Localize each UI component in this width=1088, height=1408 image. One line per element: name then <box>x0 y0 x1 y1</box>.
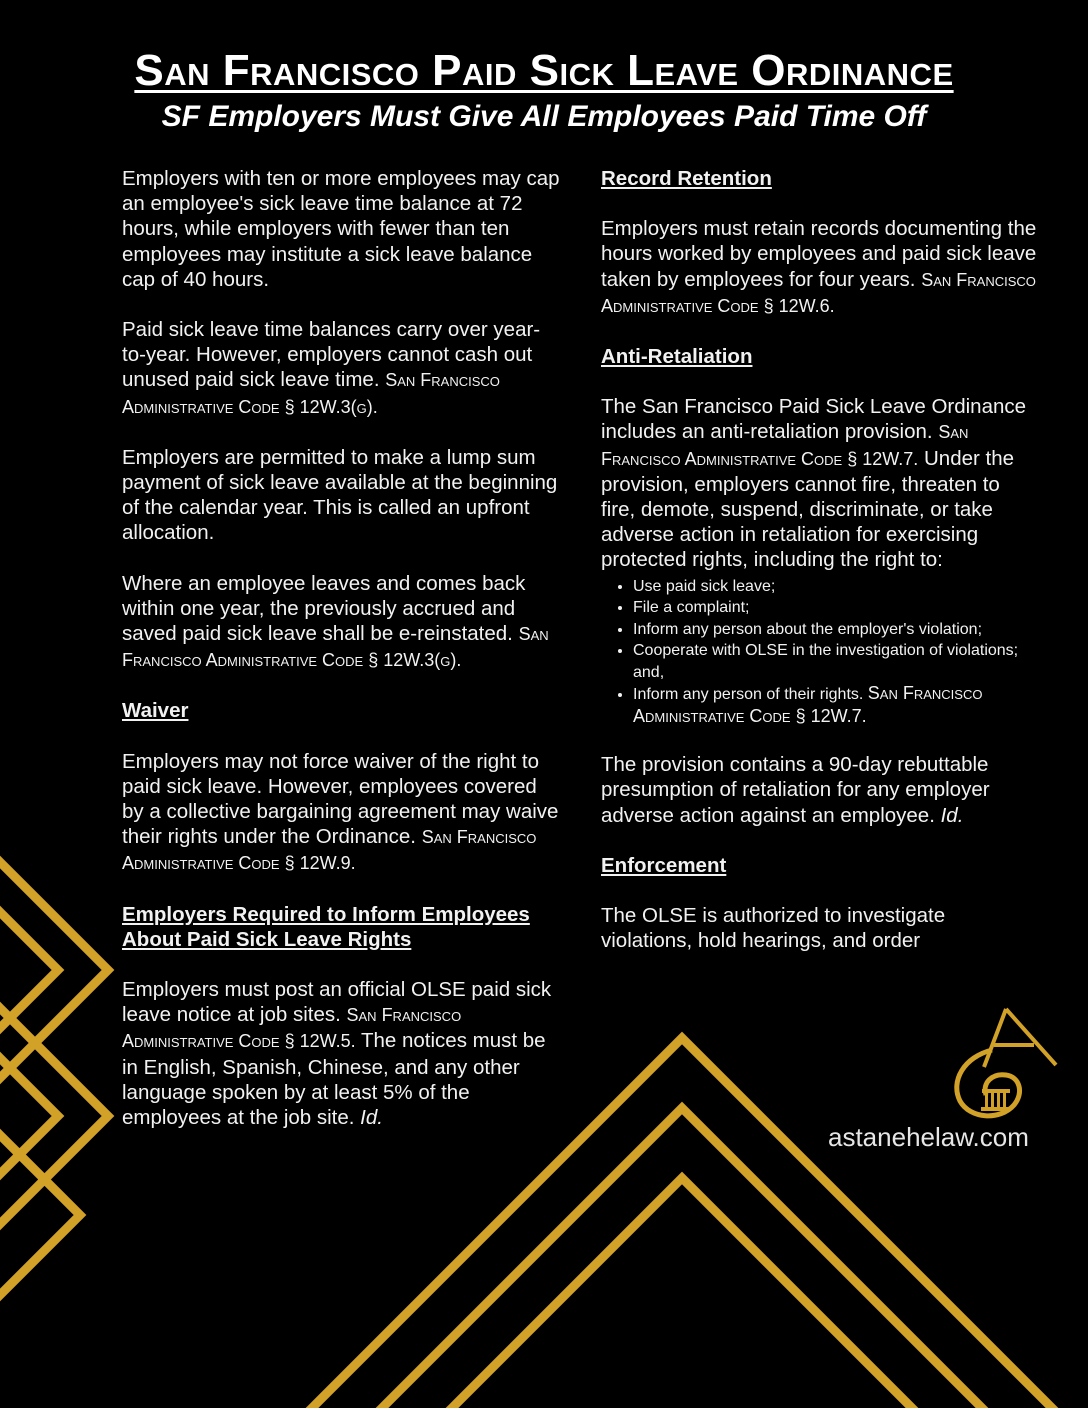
enforcement-paragraph: The OLSE is authorized to investigate violations, hold hearings, and order <box>601 903 946 953</box>
presumption-paragraph: The provision contains a 90-day rebuttable presumption of retaliation for any employer adverse action against an employee. Id. <box>601 753 990 827</box>
citation: San Francisco Administrative Code § 12W.6. <box>601 269 1036 316</box>
page-title: San Francisco Paid Sick Leave Ordinance <box>134 46 954 95</box>
anti-retaliation-paragraph: The San Francisco Paid Sick Leave Ordinance includes an anti-retaliation provision. San Francisco Administrative Code § 12W.7. Under the provision, employers cannot fire, threaten to fire, demote, suspend, discriminate, or take adverse action in retaliation for exercising protected rights, including the right to: <box>601 395 1027 572</box>
upfront-paragraph: Employers are permitted to make a lump sum payment of sick leave available at the beginning of the calendar year. This is called an upfront allocation. <box>122 445 558 545</box>
citation: San Francisco Administrative Code § 12W.7. <box>601 422 969 469</box>
record-retention-heading: Record Retention <box>601 167 772 190</box>
list-item: • Use paid sick leave; <box>633 576 1039 598</box>
cap-paragraph: Employers with ten or more employees may cap an employee's sick leave time balance at 72 hours, while employers with fewer than ten employees may institute a sick leave balance cap of 40 hours. <box>122 167 560 291</box>
citation: San Francisco Administrative Code § 12W.5. <box>122 1005 462 1052</box>
list-item: • Cooperate with OLSE in the investigation of violations; and, <box>633 640 1039 683</box>
reinstatement-paragraph: Where an employee leaves and comes back within one year, the previously accrued and saved paid sick leave shall be e-reinstated. San Francisco Administrative Code § 12W.3(g). <box>122 571 549 671</box>
carryover-paragraph: Paid sick leave time balances carry over year-to-year. However, employers cannot cash out unused paid sick leave time. San Francisco Administrative Code § 12W.3(g). <box>122 318 541 417</box>
page-subtitle: SF Employers Must Give All Employees Paid Time Off <box>161 100 927 133</box>
citation: San Francisco Administrative Code § 12W.3(g). <box>122 370 500 417</box>
list-item: • File a complaint; <box>633 597 1039 619</box>
waiver-paragraph: Employers may not force waiver of the right to paid sick leave. However, employees covered by a collective bargaining agreement may waive their rights under the Ordinance. San Francisco Administrative Code § 12W.9. <box>122 749 559 874</box>
firm-logo <box>948 1005 1060 1123</box>
enforcement-heading: Enforcement <box>601 853 727 877</box>
right-column <box>601 166 1039 978</box>
inform-heading: Employers Required to Inform Employees About Paid Sick Leave Rights <box>122 902 530 951</box>
rights-list <box>601 576 1039 729</box>
left-column <box>122 166 562 1155</box>
list-item: • Inform any person about the employer's violation; <box>633 619 1039 641</box>
citation: San Francisco Administrative Code § 12W.9. <box>122 827 537 874</box>
citation: San Francisco Administrative Code § 12W.3(g). <box>122 624 549 671</box>
website-url: astanehelaw.com <box>828 1122 1029 1152</box>
list-item: • Inform any person of their rights. San Francisco Administrative Code § 12W.7. <box>633 683 1039 728</box>
record-retention-paragraph: Employers must retain records documenting the hours worked by employees and paid sick leave taken by employees for four years. San Francisco Administrative Code § 12W.6. <box>601 217 1037 316</box>
anti-retaliation-heading: Anti-Retaliation <box>601 345 753 369</box>
citation: San Francisco Administrative Code § 12W.7. <box>633 683 983 726</box>
waiver-heading: Waiver <box>122 699 189 723</box>
inform-paragraph: Employers must post an official OLSE paid sick leave notice at job sites. San Francisco Administrative Code § 12W.5. The notices must be in English, Spanish, Chinese, and any other language spoken by at least 5% of the employees at the job site. Id. <box>122 978 552 1130</box>
